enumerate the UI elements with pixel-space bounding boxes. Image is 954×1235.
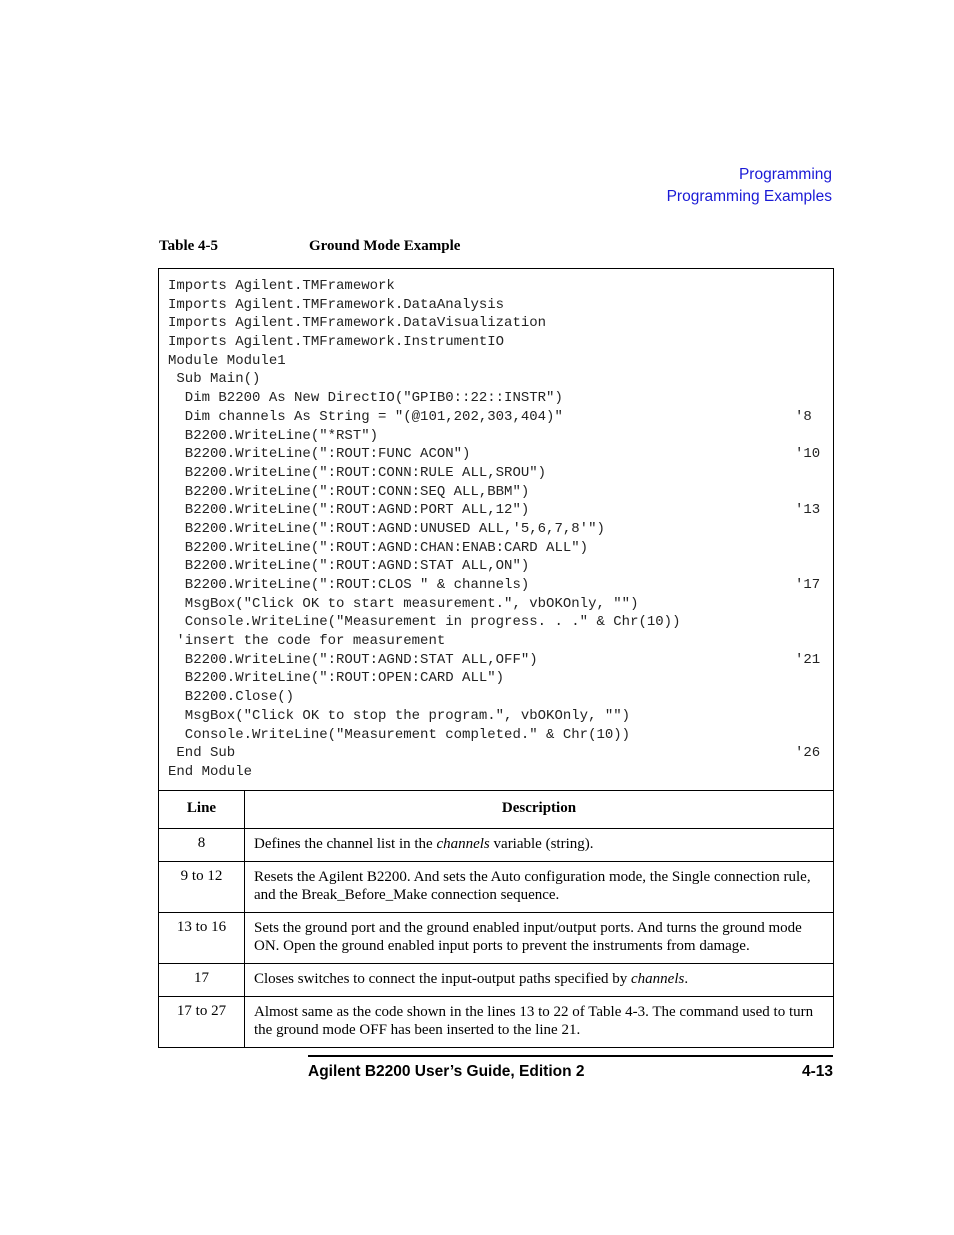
code-text: B2200.WriteLine(":ROUT:CONN:SEQ ALL,BBM"): [168, 483, 530, 500]
section-link[interactable]: Programming Examples: [666, 188, 832, 205]
code-text: Console.WriteLine("Measurement completed." & Chr(10)): [168, 726, 631, 743]
code-line: [168, 389, 833, 408]
code-text: Module Module1: [168, 352, 286, 369]
row-description: Closes switches to connect the input-output paths specified by channels.: [245, 963, 834, 996]
code-line: [168, 595, 833, 614]
code-text: B2200.WriteLine(":ROUT:FUNC ACON"): [168, 446, 471, 463]
code-line: [168, 632, 833, 651]
table-row: [159, 963, 833, 996]
table-row: [159, 912, 833, 963]
code-line: [168, 539, 833, 558]
code-line: [168, 333, 833, 352]
row-description: Defines the channel list in the channels variable (string).: [245, 828, 834, 861]
page-number: 4-13: [801, 1063, 833, 1080]
chapter-link[interactable]: Programming: [738, 166, 832, 183]
code-line: [168, 707, 833, 726]
code-line-marker: '26: [795, 745, 821, 762]
code-text: MsgBox("Click OK to start measurement.", vbOKOnly, ""): [168, 595, 639, 612]
table-row: [159, 861, 833, 912]
code-line-marker: '21: [795, 651, 821, 668]
code-line: [168, 483, 833, 502]
header-description: Description: [501, 799, 577, 816]
code-line: [168, 669, 833, 688]
code-text: Imports Agilent.TMFramework.DataVisualization: [168, 315, 547, 332]
code-line: [168, 520, 833, 539]
code-text: B2200.WriteLine("*RST"): [168, 427, 379, 444]
row-line-number: 9 to 12: [159, 861, 245, 912]
code-line: [168, 296, 833, 315]
header-line: Line: [159, 791, 245, 829]
code-text: B2200.WriteLine(":ROUT:OPEN:CARD ALL"): [168, 670, 505, 687]
row-line-number: 17: [159, 963, 245, 996]
running-header: [667, 164, 832, 208]
row-line-number: 8: [159, 828, 245, 861]
row-line-number: 13 to 16: [159, 912, 245, 963]
table-caption: [159, 238, 460, 255]
code-text: Console.WriteLine("Measurement in progress. . ." & Chr(10)): [168, 614, 681, 631]
code-text: B2200.WriteLine(":ROUT:CLOS " & channels): [168, 577, 530, 593]
code-line: [168, 651, 833, 670]
footer-rule: [308, 1055, 833, 1057]
table-row: [159, 996, 833, 1047]
row-line-number: 17 to 27: [159, 996, 245, 1047]
code-text: B2200.WriteLine(":ROUT:AGND:STAT ALL,OFF"): [168, 651, 538, 668]
description-table: [159, 791, 833, 1047]
code-line: [168, 408, 833, 427]
table-header-row: [159, 791, 833, 829]
code-text: Dim channels As String = "(@101,202,303,404)": [168, 408, 563, 425]
code-line: [168, 557, 833, 576]
code-text: B2200.WriteLine(":ROUT:AGND:CHAN:ENAB:CARD ALL"): [168, 539, 589, 556]
code-line: [168, 352, 833, 371]
code-line: [168, 427, 833, 446]
code-line: [168, 688, 833, 707]
row-description: Almost same as the code shown in the lines 13 to 22 of Table 4-3. The command used to turn the ground mode OFF has been inserted to the line 21.: [245, 996, 834, 1047]
table-number: Table 4-5: [159, 238, 219, 254]
code-text: B2200.WriteLine(":ROUT:AGND:STAT ALL,ON"): [168, 558, 530, 575]
code-text: Imports Agilent.TMFramework: [168, 278, 395, 294]
code-text: Imports Agilent.TMFramework.DataAnalysis: [168, 296, 505, 313]
code-line: [168, 613, 833, 632]
table-row: [159, 828, 833, 861]
code-text: B2200.Close(): [168, 689, 295, 706]
code-text: MsgBox("Click OK to stop the program.", vbOKOnly, ""): [168, 707, 631, 724]
code-line: [168, 576, 833, 595]
code-line-marker: '8: [795, 408, 812, 425]
code-line: [168, 763, 833, 782]
code-text: B2200.WriteLine(":ROUT:CONN:RULE ALL,SROU"): [168, 464, 547, 481]
code-line-marker: '10: [795, 446, 821, 463]
code-text: Sub Main(): [168, 371, 261, 388]
code-line: [168, 277, 833, 296]
code-line: [168, 464, 833, 483]
code-line: [168, 501, 833, 520]
code-line: [168, 726, 833, 745]
code-text: Dim B2200 As New DirectIO("GPIB0::22::INSTR"): [168, 390, 563, 407]
code-text: End Module: [168, 763, 253, 780]
code-block: [159, 269, 833, 791]
example-table: [158, 268, 834, 1048]
code-line: [168, 314, 833, 333]
code-text: B2200.WriteLine(":ROUT:AGND:PORT ALL,12"): [168, 502, 530, 519]
footer-title: Agilent B2200 User’s Guide, Edition 2: [308, 1063, 585, 1080]
code-text: 'insert the code for measurement: [168, 633, 446, 650]
code-text: End Sub: [168, 745, 236, 762]
row-description: Sets the ground port and the ground enabled input/output ports. And turns the ground mode ON. Open the ground enabled input ports to prevent the instruments from damage.: [245, 912, 834, 963]
row-description: Resets the Agilent B2200. And sets the Auto configuration mode, the Single connection rule, and the Break_Before_Make connection sequence.: [245, 861, 834, 912]
code-line: [168, 445, 833, 464]
table-title: Ground Mode Example: [309, 238, 461, 254]
code-line-marker: '13: [795, 502, 821, 519]
code-line: [168, 370, 833, 389]
code-line: [168, 744, 833, 763]
code-text: B2200.WriteLine(":ROUT:AGND:UNUSED ALL,'5,6,7,8'"): [168, 520, 605, 537]
code-line-marker: '17: [795, 577, 821, 593]
page-footer: [308, 1063, 833, 1081]
code-text: Imports Agilent.TMFramework.InstrumentIO: [168, 334, 505, 351]
